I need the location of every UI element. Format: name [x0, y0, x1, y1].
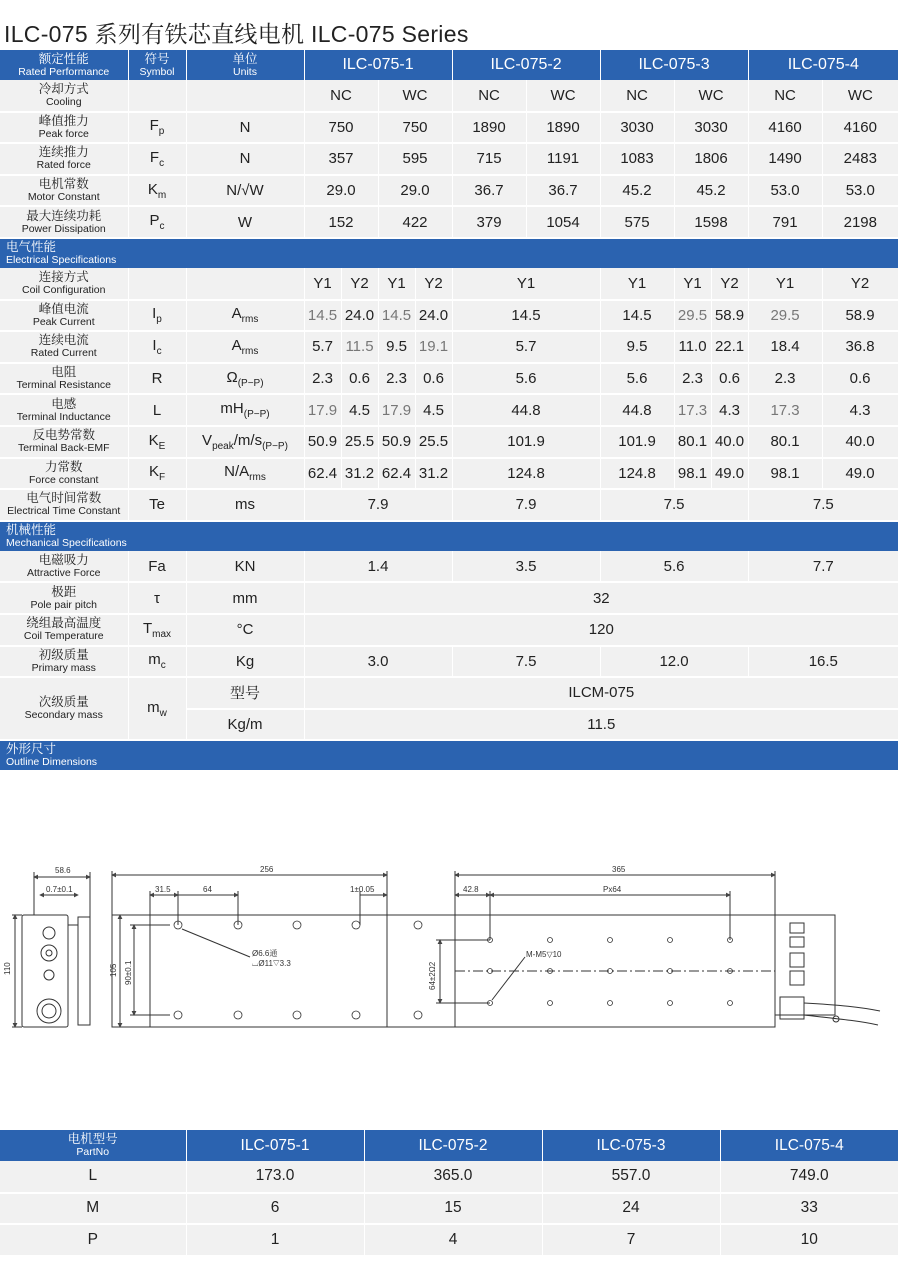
dim-stator-height: 105	[109, 963, 118, 977]
value-cell: 5.7	[452, 331, 600, 363]
value-cell: 5.6	[600, 363, 674, 395]
value-cell: 575	[600, 206, 674, 238]
spec-header-row	[0, 50, 898, 80]
value-cell: 2198	[822, 206, 898, 238]
symbol-cell: $P_c$	[128, 206, 186, 238]
value-cell: 45.2	[600, 175, 674, 207]
page-title: ILC-075 系列有铁芯直线电机 ILC-075 Series	[4, 21, 469, 47]
dim-mover-height: 64±2Ω2	[428, 961, 437, 990]
value-cell: 2483	[822, 143, 898, 175]
value-cell: 4160	[748, 112, 822, 144]
value-cell: Y1	[674, 268, 711, 300]
row-coil-configuration	[0, 268, 898, 300]
value-cell: 2.3	[748, 363, 822, 395]
symbol-cell: $F_p$	[128, 112, 186, 144]
model-header-3: ILC-075-3	[600, 50, 748, 80]
value-cell: Y2	[415, 268, 452, 300]
value-cell: 31.2	[341, 458, 378, 490]
value-cell: 62.4	[304, 458, 341, 490]
row-secondary-mass: Kg/m 11.5	[0, 709, 898, 741]
part-model-2: ILC-075-2	[364, 1130, 542, 1161]
dim-mover-pitch: Px64	[603, 885, 622, 894]
value-cell: 36.7	[526, 175, 600, 207]
part-value-cell: 4	[364, 1224, 542, 1256]
value-cell: 40.0	[822, 426, 898, 458]
value-cell: 0.6	[415, 363, 452, 395]
symbol-cell: $K_F$	[128, 458, 186, 490]
param-header: 额定性能 Rated Performance	[0, 50, 128, 80]
row-power-dissipation	[0, 206, 898, 238]
value-cell: 98.1	[674, 458, 711, 490]
value-cell: 750	[304, 112, 378, 144]
unit-cell: N	[186, 112, 304, 144]
value-cell: 101.9	[452, 426, 600, 458]
value-cell: 14.5	[452, 300, 600, 332]
row-back-emf	[0, 426, 898, 458]
value-cell: 791	[748, 206, 822, 238]
unit-cell: N/√W	[186, 175, 304, 207]
part-row-label: M	[0, 1193, 186, 1225]
value-cell: 22.1	[711, 331, 748, 363]
value-cell: 3030	[600, 112, 674, 144]
value-cell: 58.9	[711, 300, 748, 332]
value-cell: 44.8	[452, 394, 600, 426]
symbol-cell: $F_c$	[128, 143, 186, 175]
value-cell: 29.5	[674, 300, 711, 332]
value-cell: 17.9	[378, 394, 415, 426]
value-cell: 1890	[452, 112, 526, 144]
value-cell: 25.5	[341, 426, 378, 458]
value-cell: 4.3	[822, 394, 898, 426]
value-cell: 80.1	[674, 426, 711, 458]
value-cell: 11.5	[341, 331, 378, 363]
value-cell: 58.9	[822, 300, 898, 332]
param-label: 力常数 Force constant	[0, 458, 128, 490]
value-cell: 24.0	[415, 300, 452, 332]
value-cell: 1083	[600, 143, 674, 175]
part-value-cell: 557.0	[542, 1161, 720, 1193]
outline-drawing	[0, 775, 900, 1125]
part-row-m	[0, 1193, 898, 1225]
value-cell: 45.2	[674, 175, 748, 207]
value-cell: 1806	[674, 143, 748, 175]
row-inductance	[0, 394, 898, 426]
row-peak-current	[0, 300, 898, 332]
row-peak-force	[0, 112, 898, 144]
stator-view	[112, 871, 455, 1027]
partno-header: 电机型号 PartNo	[0, 1130, 186, 1161]
dim-hole-b: ⌴Ø11▽3.3	[252, 959, 291, 968]
param-label: 电机常数 Motor Constant	[0, 175, 128, 207]
value-cell: 24.0	[341, 300, 378, 332]
unit-cell	[186, 268, 304, 300]
value-cell: Y1	[748, 268, 822, 300]
symbol-cell: $K_E$	[128, 426, 186, 458]
param-label: 反电势常数 Terminal Back-EMF	[0, 426, 128, 458]
value-cell: 4.5	[341, 394, 378, 426]
value-cell: Y1	[452, 268, 600, 300]
value-cell: Y2	[822, 268, 898, 300]
symbol-cell: $I_p$	[128, 300, 186, 332]
section-outline: 外形尺寸 Outline Dimensions	[0, 740, 898, 770]
param-label: 电阻 Terminal Resistance	[0, 363, 128, 395]
value-cell: 36.8	[822, 331, 898, 363]
part-row-label: P	[0, 1224, 186, 1256]
value-cell: 40.0	[711, 426, 748, 458]
param-label: 电感 Terminal Inductance	[0, 394, 128, 426]
mover-view	[436, 871, 880, 1027]
param-label: 最大连续功耗 Power Dissipation	[0, 206, 128, 238]
part-value-cell: 24	[542, 1193, 720, 1225]
value-cell: 5.6	[452, 363, 600, 395]
value-cell: 29.0	[304, 175, 378, 207]
symbol-cell: $I_c$	[128, 331, 186, 363]
part-row-p	[0, 1224, 898, 1256]
part-value-cell: 749.0	[720, 1161, 898, 1193]
value-cell: 1598	[674, 206, 748, 238]
value-cell: 595	[378, 143, 452, 175]
part-value-cell: 173.0	[186, 1161, 364, 1193]
value-cell: 750	[378, 112, 452, 144]
value-cell: 14.5	[378, 300, 415, 332]
dim-stator-pitch: 64	[203, 885, 212, 894]
value-cell: 715	[452, 143, 526, 175]
value-cell: Y1	[304, 268, 341, 300]
part-value-cell: 15	[364, 1193, 542, 1225]
value-cell: 17.9	[304, 394, 341, 426]
row-rated-force	[0, 143, 898, 175]
value-cell: 0.6	[711, 363, 748, 395]
value-cell: 9.5	[378, 331, 415, 363]
value-cell: 124.8	[600, 458, 674, 490]
value-cell: 4160	[822, 112, 898, 144]
value-cell: 14.5	[600, 300, 674, 332]
param-label: 峰值电流 Peak Current	[0, 300, 128, 332]
row-attractive-force: 电磁吸力 Attractive Force Fa KN 1.4 3.5 5.6 7.7	[0, 551, 898, 583]
part-number-table	[0, 1130, 898, 1257]
part-value-cell: 1	[186, 1224, 364, 1256]
value-cell: 0.6	[822, 363, 898, 395]
value-cell: 29.5	[748, 300, 822, 332]
unit-cell: $mH_{(P-P)}$	[186, 394, 304, 426]
part-row-label: L	[0, 1161, 186, 1193]
dim-stator-first: 31.5	[155, 885, 171, 894]
value-cell: 2.3	[674, 363, 711, 395]
unit-cell: W	[186, 206, 304, 238]
model-header-4: ILC-075-4	[748, 50, 898, 80]
param-label: 连接方式 Coil Configuration	[0, 268, 128, 300]
part-value-cell: 365.0	[364, 1161, 542, 1193]
symbol-cell: R	[128, 363, 186, 395]
dim-stator-tol: 1±0.05	[350, 885, 375, 894]
value-cell: 62.4	[378, 458, 415, 490]
value-cell: 379	[452, 206, 526, 238]
model-header-1: ILC-075-1	[304, 50, 452, 80]
value-cell: 152	[304, 206, 378, 238]
symbol-cell: $K_m$	[128, 175, 186, 207]
value-cell: 1054	[526, 206, 600, 238]
value-cell: 357	[304, 143, 378, 175]
value-cell: 422	[378, 206, 452, 238]
value-cell: 1191	[526, 143, 600, 175]
part-model-3: ILC-075-3	[542, 1130, 720, 1161]
value-cell: 4.3	[711, 394, 748, 426]
dim-stator-inner: 90±0.1	[124, 960, 133, 985]
value-cell: 53.0	[748, 175, 822, 207]
value-cell: 124.8	[452, 458, 600, 490]
dim-side-width: 58.6	[55, 866, 71, 875]
value-cell: 17.3	[674, 394, 711, 426]
value-cell: 49.0	[711, 458, 748, 490]
param-label: 连续电流 Rated Current	[0, 331, 128, 363]
value-cell: 49.0	[822, 458, 898, 490]
unit-cell: $\Omega_{(P-P)}$	[186, 363, 304, 395]
part-row-l	[0, 1161, 898, 1193]
value-cell: 44.8	[600, 394, 674, 426]
symbol-cell	[128, 268, 186, 300]
row-primary-mass: 初级质量 Primary mass $m_c$ Kg 3.0 7.5 12.0 16.5	[0, 646, 898, 678]
dim-mover-thread: M-M5▽10	[526, 950, 562, 959]
row-coil-temperature: 绕组最高温度 Coil Temperature $T_{max}$ °C 120	[0, 614, 898, 646]
part-value-cell: 33	[720, 1193, 898, 1225]
part-value-cell: 10	[720, 1224, 898, 1256]
unit-cell: $A_{rms}$	[186, 300, 304, 332]
part-value-cell: 6	[186, 1193, 364, 1225]
value-cell: 4.5	[415, 394, 452, 426]
value-cell: 50.9	[378, 426, 415, 458]
value-cell: 17.3	[748, 394, 822, 426]
value-cell: 80.1	[748, 426, 822, 458]
value-cell: 2.3	[304, 363, 341, 395]
value-cell: 19.1	[415, 331, 452, 363]
value-cell: Y2	[341, 268, 378, 300]
value-cell: 1490	[748, 143, 822, 175]
param-label: 峰值推力 Peak force	[0, 112, 128, 144]
section-electrical: 电气性能 Electrical Specifications	[0, 238, 898, 268]
unit-header: 单位 Units	[186, 50, 304, 80]
part-value-cell: 7	[542, 1224, 720, 1256]
dim-hole-a: Ø6.6通	[252, 949, 278, 958]
value-cell: 25.5	[415, 426, 452, 458]
value-cell: 3030	[674, 112, 748, 144]
value-cell: 98.1	[748, 458, 822, 490]
value-cell: 2.3	[378, 363, 415, 395]
dim-side-offset: 0.7±0.1	[46, 885, 73, 894]
row-time-constant: 电气时间常数 Electrical Time Constant Te ms 7.9 7.9 7.5 7.5	[0, 489, 898, 521]
section-mechanical: 机械性能 Mechanical Specifications	[0, 521, 898, 551]
value-cell: 36.7	[452, 175, 526, 207]
value-cell: 31.2	[415, 458, 452, 490]
unit-cell: $A_{rms}$	[186, 331, 304, 363]
row-cooling: 冷却方式 Cooling NC WC NC WC NC WC NC WC	[0, 80, 898, 112]
unit-cell: $N/A_{rms}$	[186, 458, 304, 490]
value-cell: 101.9	[600, 426, 674, 458]
row-rated-current	[0, 331, 898, 363]
value-cell: 0.6	[341, 363, 378, 395]
dim-stator-length: 256	[260, 865, 274, 874]
spec-table	[0, 50, 898, 770]
row-resistance	[0, 363, 898, 395]
symbol-cell: L	[128, 394, 186, 426]
value-cell: 14.5	[304, 300, 341, 332]
value-cell: 1890	[526, 112, 600, 144]
side-view	[12, 872, 90, 1027]
symbol-header: 符号 Symbol	[128, 50, 186, 80]
row-secondary-model: 次级质量 Secondary mass $m_w$ 型号 ILCM-075	[0, 677, 898, 709]
dim-mover-first: 42.8	[463, 885, 479, 894]
dim-mover-length: 365	[612, 865, 626, 874]
unit-cell: $V_{peak}/m/s_{(P-P)}$	[186, 426, 304, 458]
value-cell: 11.0	[674, 331, 711, 363]
value-cell: Y1	[378, 268, 415, 300]
value-cell: 18.4	[748, 331, 822, 363]
model-header-2: ILC-075-2	[452, 50, 600, 80]
dim-side-height: 110	[3, 962, 12, 975]
part-model-1: ILC-075-1	[186, 1130, 364, 1161]
row-pole-pitch: 极距 Pole pair pitch τ mm 32	[0, 582, 898, 614]
value-cell: 53.0	[822, 175, 898, 207]
value-cell: 9.5	[600, 331, 674, 363]
row-force-constant	[0, 458, 898, 490]
part-header-row	[0, 1130, 898, 1161]
part-model-4: ILC-075-4	[720, 1130, 898, 1161]
row-motor-constant	[0, 175, 898, 207]
value-cell: 5.7	[304, 331, 341, 363]
value-cell: 29.0	[378, 175, 452, 207]
param-label: 连续推力 Rated force	[0, 143, 128, 175]
value-cell: Y2	[711, 268, 748, 300]
value-cell: 50.9	[304, 426, 341, 458]
value-cell: Y1	[600, 268, 674, 300]
unit-cell: N	[186, 143, 304, 175]
